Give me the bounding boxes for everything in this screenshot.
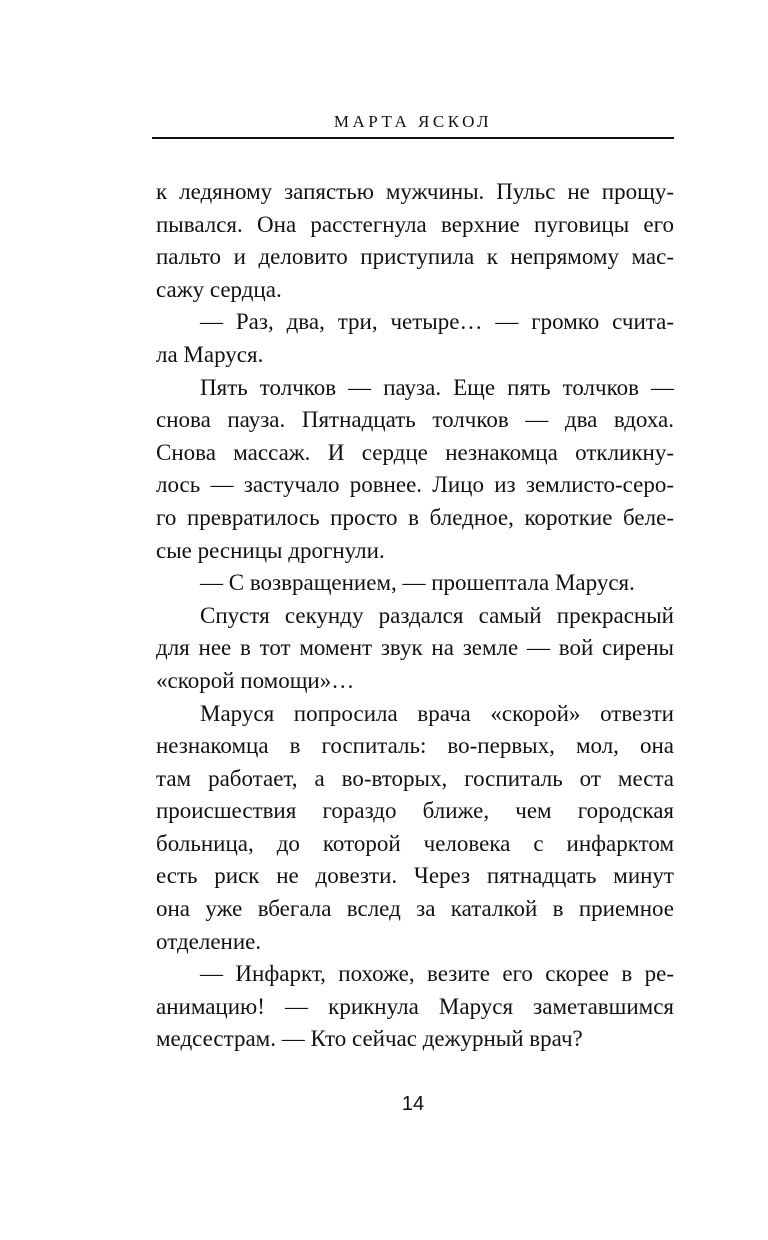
text-line: больница, до которой человека с инфарктом — [156, 830, 674, 856]
text-line: снова пауза. Пятнадцать толчков — два вдоха. — [156, 407, 674, 433]
text-line: происшествия гораздо ближе, чем городская — [156, 798, 674, 824]
text-line: незнакомца в госпиталь: во-первых, мол, она — [156, 733, 674, 759]
text-line: го превратилось просто в бледное, короткие беле- — [156, 504, 674, 530]
text-line: она уже вбегала вслед за каталкой в приемное — [156, 896, 674, 922]
text-line: анимацию! — крикнула Маруся заметавшимся — [156, 993, 674, 1019]
text-line: — Инфаркт, похоже, везите его скорее в ре- — [200, 961, 674, 987]
text-line: пальто и деловито приступила к непрямому мас- — [156, 244, 674, 270]
text-line: лось — застучало ровнее. Лицо из землисто-серо- — [156, 472, 674, 498]
text-line: Снова массаж. И сердце незнакомца откликну- — [156, 439, 674, 465]
text-line: Спустя секунду раздался самый прекрасный — [200, 602, 674, 628]
text-line: «скорой помощи»… — [156, 667, 355, 693]
text-line: к ледяному запястью мужчины. Пульс не прощу- — [156, 179, 674, 204]
text-line: — Раз, два, три, четыре… — громко счита- — [200, 309, 674, 335]
text-line: Маруся попросила врача «скорой» отвезти — [200, 700, 674, 726]
text-line: ла Маруся. — [156, 341, 264, 367]
text-line: есть риск не довезти. Через пятнадцать минут — [156, 863, 674, 889]
text-line: сые ресницы дрогнули. — [156, 537, 385, 563]
text-line: сажу сердца. — [156, 276, 282, 302]
text-line: Пять толчков — пауза. Еще пять толчков — — [200, 374, 674, 400]
running-title: МАРТА ЯСКОЛ — [333, 112, 493, 131]
text-line: — С возвращением, — прошептала Маруся. — [200, 570, 635, 596]
body-text — [156, 176, 674, 1056]
text-line: пывался. Она расстегнула верхние пуговицы его — [156, 211, 674, 237]
text-line: отделение. — [156, 928, 262, 954]
page-number: 14 — [401, 1093, 425, 1115]
text-line: для нее в тот момент звук на земле — вой сирены — [156, 635, 674, 661]
header-rule — [152, 137, 674, 139]
text-line: медсестрам. — Кто сейчас дежурный врач? — [156, 1026, 583, 1052]
text-line: там работает, а во-вторых, госпиталь от места — [156, 765, 674, 791]
